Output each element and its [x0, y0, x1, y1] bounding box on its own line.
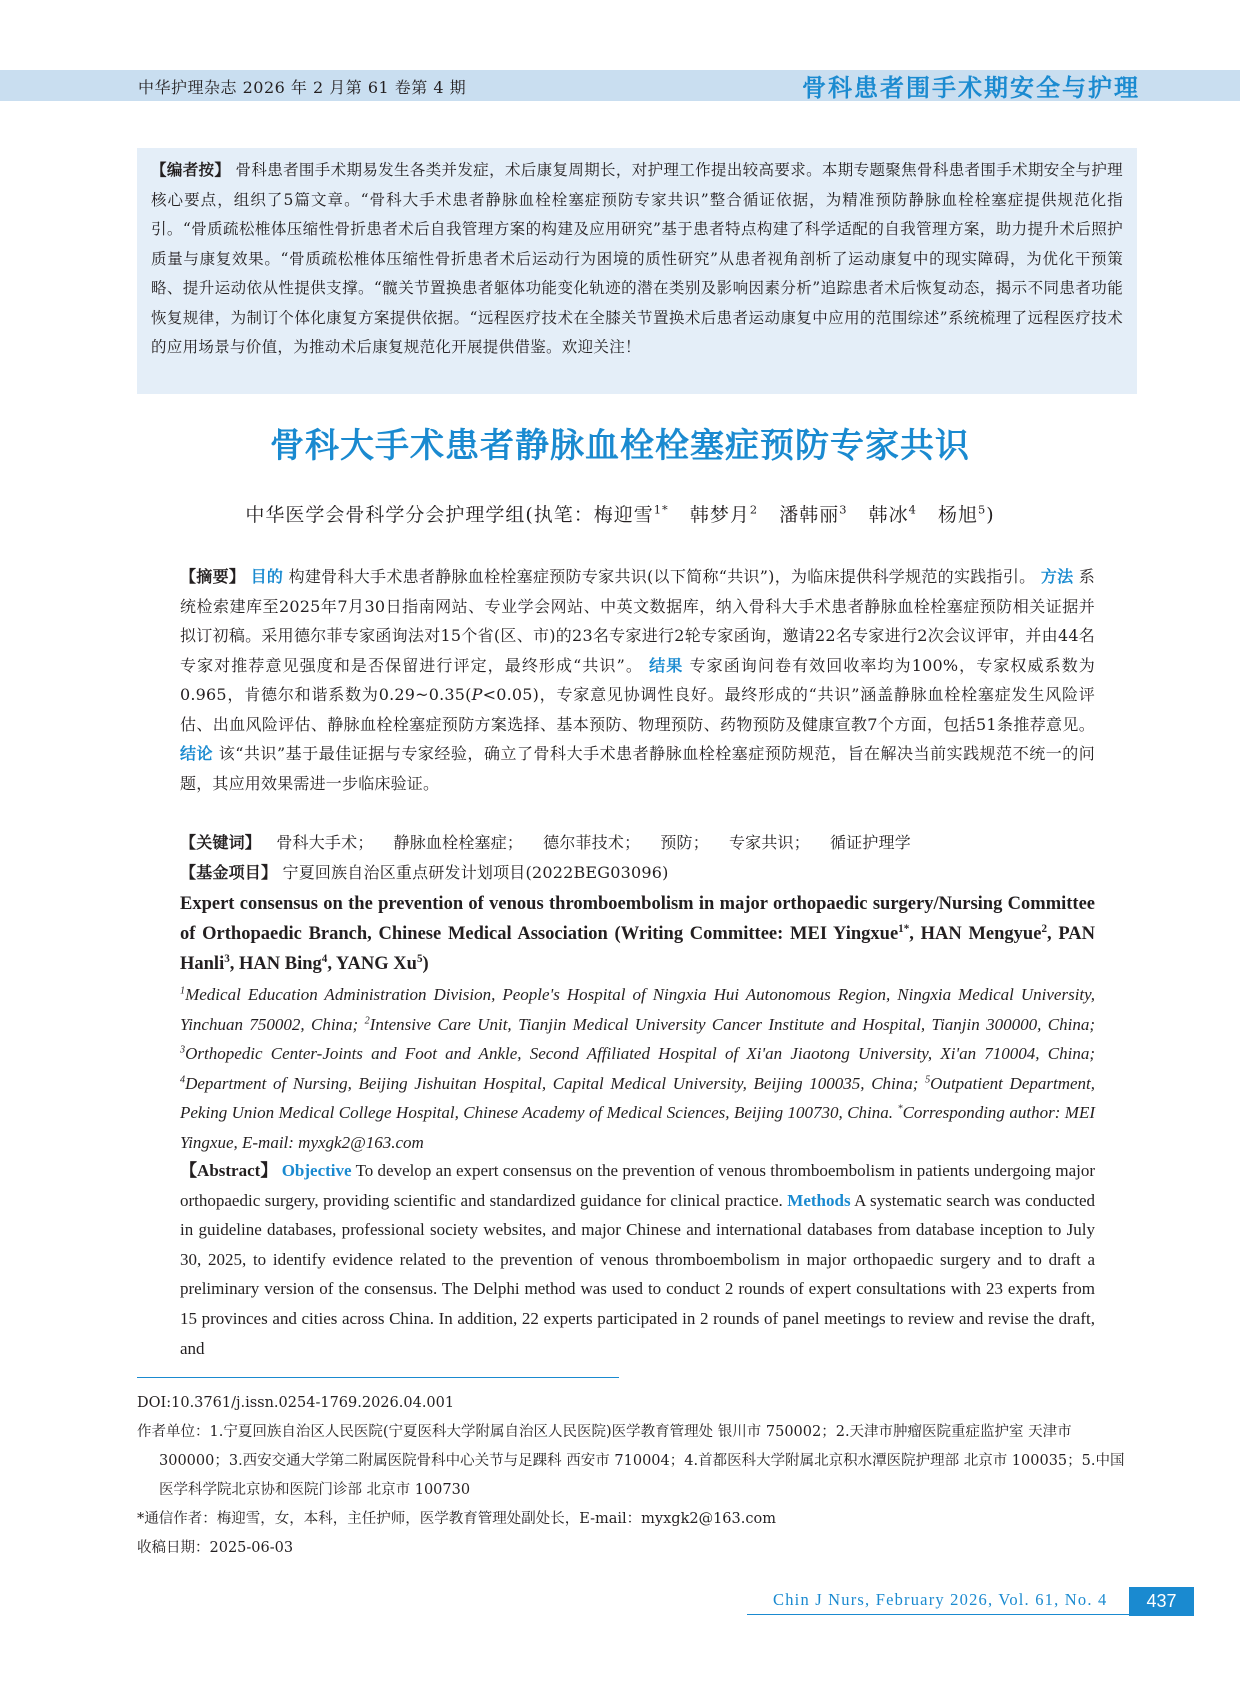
methods-en-label: Methods — [787, 1190, 851, 1210]
journal-issue-line: 中华护理杂志 2026 年 2 月第 61 卷第 4 期 — [138, 78, 467, 97]
results-text: 专家函询问卷有效回收率均为100%，专家权威系数为0.965，肯德尔和谐系数为0.29~0.35( — [180, 655, 1095, 704]
affil-sup: 4 — [180, 1074, 186, 1086]
objective-en-label: Objective — [281, 1161, 352, 1180]
results-label: 结果 — [649, 655, 684, 675]
page-number: 437 — [1129, 1587, 1194, 1616]
footnote-divider — [137, 1377, 619, 1378]
affil-sup: 5 — [925, 1074, 931, 1086]
keyword-item: 专家共识； — [728, 833, 810, 852]
results-text-cont: <0.05)，专家意见协调性良好。最终形成的“共识”涵盖静脉血栓栓塞症发生风险评估、出血风险评估、静脉血栓栓塞症预防方案选择、基本预防、物理预防、药物预防及健康宣教7个方面，包括51条推荐意见。 — [180, 685, 1095, 734]
author-sup: 3 — [224, 952, 230, 965]
corresponding-author: Corresponding author: MEI Yingxue, E-mail: myxgk2@163.com — [180, 1103, 1096, 1152]
english-title-end: ) — [422, 954, 429, 974]
english-author: , HAN Bing — [229, 954, 322, 974]
affil-sup: 2 — [364, 1014, 370, 1026]
abstract-label: 【摘要】 — [180, 567, 246, 586]
author-prefix: 中华医学会骨科学分会护理学组(执笔：梅迎雪 — [245, 504, 654, 526]
footnotes — [137, 1389, 1137, 1563]
author-sup: 2 — [1041, 922, 1047, 935]
keyword-item: 循证护理学 — [829, 833, 911, 852]
author-name: 韩冰 — [868, 504, 909, 526]
author-units: 作者单位：1.宁夏回族自治区人民医院(宁夏医科大学附属自治区人民医院)医学教育管理处 银川市 750002；2.天津市肿瘤医院重症监护室 天津市 300000；3.西安交通大学第二附属医院骨科中心关节与足踝科 西安市 710004；4.首都医科大学附属北京积水潭医院护理部 北京市 100035；5.中国医学科学院北京协和医院门诊部 北京市 100730 — [137, 1424, 1125, 1498]
author-suffix: ) — [986, 504, 995, 526]
author-sup: 2 — [749, 502, 759, 517]
english-abstract — [180, 1156, 1095, 1363]
keyword-item: 静脉血栓栓塞症； — [393, 833, 524, 852]
affil-sup: 3 — [180, 1044, 186, 1056]
english-title — [180, 889, 1095, 979]
author-name: 韩梦月 — [689, 504, 750, 526]
chinese-abstract — [180, 562, 1095, 798]
author-sup: 4 — [321, 952, 328, 965]
conclusion-label: 结论 — [180, 744, 214, 763]
editor-note-label: 【编者按】 — [151, 161, 231, 179]
abstract-en-label: 【Abstract】 — [180, 1161, 278, 1180]
author-name: 杨旭 — [937, 504, 978, 526]
funding — [180, 858, 1095, 887]
objective-en-text: To develop an expert consensus on the prevention of venous thromboembolism in patients undergoing major orthopaedic surgery, providing scientific and standardized guidance for clinical practice. — [180, 1161, 1096, 1210]
keyword-item: 预防； — [660, 833, 709, 852]
column-title: 骨科患者围手术期安全与护理 — [802, 74, 1140, 102]
corresponding-note: *通信作者：梅迎雪，女，本科，主任护师，医学教育管理处副处长，E-mail：myxgk2@163.com — [137, 1511, 776, 1527]
footer-citation: Chin J Nurs, February 2026, Vol. 61, No. 4 — [773, 1590, 1108, 1609]
keyword-item: 德尔菲技术； — [543, 833, 641, 852]
funding-text: 宁夏回族自治区重点研发计划项目(2022BEG03096) — [282, 863, 669, 882]
keywords — [180, 828, 1095, 857]
paper-title: 骨科大手术患者静脉血栓栓塞症预防专家共识 — [270, 426, 970, 466]
keywords-label: 【关键词】 — [180, 833, 262, 852]
editor-note-box — [137, 148, 1137, 394]
author-sup: 5 — [416, 952, 423, 965]
keyword-item: 骨科大手术； — [276, 833, 374, 852]
affil-text: Orthopedic Center-Joints and Foot and Ankle, Second Affiliated Hospital of Xi'an Jiaotong University, Xi'an 710004, China; — [185, 1044, 1095, 1064]
affil-text: Intensive Care Unit, Tianjin Medical University Cancer Institute and Hospital, Tianjin 300000, China; — [369, 1014, 1095, 1034]
funding-label: 【基金项目】 — [180, 863, 278, 882]
received-date: 收稿日期：2025-06-03 — [137, 1540, 294, 1556]
affil-text: Outpatient Department, Peking Union Medical College Hospital, Chinese Academy of Medical Sciences, Beijing 100730, China. — [180, 1073, 1095, 1123]
author-sup: 4 — [908, 502, 917, 517]
english-title-main: Expert consensus on the prevention of venous thromboembolism in major orthopaedic surgery/Nursing Committee of Orthopaedic Branch, Chinese Medical Association (Writing Committee: MEI Yingxue — [180, 894, 1095, 944]
objective-text: 构建骨科大手术患者静脉血栓栓塞症预防专家共识(以下简称“共识”)，为临床提供科学规范的实践指引。 — [288, 567, 1036, 586]
affil-sup: 1 — [180, 985, 186, 997]
english-author: , PAN Hanli — [180, 924, 1095, 974]
methods-label: 方法 — [1040, 567, 1074, 586]
author-sup: 5 — [978, 502, 987, 517]
affiliations — [180, 980, 1095, 1158]
objective-label: 目的 — [250, 567, 284, 586]
editor-note-text: 骨科患者围手术期易发生各类并发症，术后康复周期长，对护理工作提出较高要求。本期专题聚焦骨科患者围手术期安全与护理核心要点，组织了5篇文章。“骨科大手术患者静脉血栓栓塞症预防专家共识”整合循证依据，为精准预防静脉血栓栓塞症提供规范化指引。“骨质疏松椎体压缩性骨折患者术后自我管理方案的构建及应用研究”基于患者特点构建了科学适配的自我管理方案，助力提升术后照护质量与康复效果。“骨质疏松椎体压缩性骨折患者术后运动行为困境的质性研究”从患者视角剖析了运动康复中的现实障碍，为优化干预策略、提升运动依从性提供支撑。“髋关节置换患者躯体功能变化轨迹的潜在类别及影响因素分析”追踪患者术后恢复动态，揭示不同患者功能恢复规律，为制订个体化康复方案提供依据。“远程医疗技术在全膝关节置换术后患者运动康复中应用的范围综述”系统梳理了远程医疗技术的应用场景与价值，为推动术后康复规范化开展提供借鉴。欢迎关注！ — [151, 161, 1123, 356]
corr-star: * — [897, 1103, 903, 1115]
affil-text: Medical Education Administration Division, People's Hospital of Ningxia Hui Autonomous Region, Ningxia Medical University, Yinchuan 750002, China; — [180, 985, 1095, 1034]
methods-text: 系统检索建库至2025年7月30日指南网站、专业学会网站、中英文数据库，纳入骨科大手术患者静脉血栓栓塞症预防相关证据并拟订初稿。采用德尔菲专家函询法对15个省(区、市)的23名专家进行2轮专家函询，邀请22名专家进行2次会议评审，并由44名专家对推荐意见强度和是否保留进行评定，最终形成“共识”。 — [180, 567, 1095, 675]
p-value-symbol: P — [471, 685, 483, 704]
affil-text: Department of Nursing, Beijing Jishuitan Hospital, Capital Medical University, Beijing 100035, China; — [185, 1073, 919, 1093]
author-sup: 1* — [898, 922, 910, 935]
author-sup: 3 — [839, 502, 848, 517]
doi: DOI:10.3761/j.issn.0254-1769.2026.04.001 — [137, 1395, 455, 1411]
author-name: 潘韩丽 — [779, 504, 840, 526]
author-line — [0, 500, 1240, 527]
conclusion-text: 该“共识”基于最佳证据与专家经验，确立了骨科大手术患者静脉血栓栓塞症预防规范，旨在解决当前实践规范不统一的问题，其应用效果需进一步临床验证。 — [180, 744, 1096, 793]
footer-rule — [747, 1614, 1194, 1615]
author-sup: 1* — [653, 502, 669, 517]
english-author: , YANG Xu — [327, 954, 417, 974]
english-author: , HAN Mengyue — [909, 924, 1042, 944]
methods-en-text: A systematic search was conducted in guideline databases, professional society websites, and major Chinese and international databases from database inception to July 30, 2025, to identify evidence related to the prevention of venous thromboembolism in major orthopaedic surgery and to draft a preliminary version of the consensus. The Delphi method was used to conduct 2 rounds of expert consultations with 23 experts from 15 provinces and cities across China. In addition, 22 experts participated in 2 rounds of panel meetings to review and revise the draft, and — [180, 1190, 1096, 1358]
